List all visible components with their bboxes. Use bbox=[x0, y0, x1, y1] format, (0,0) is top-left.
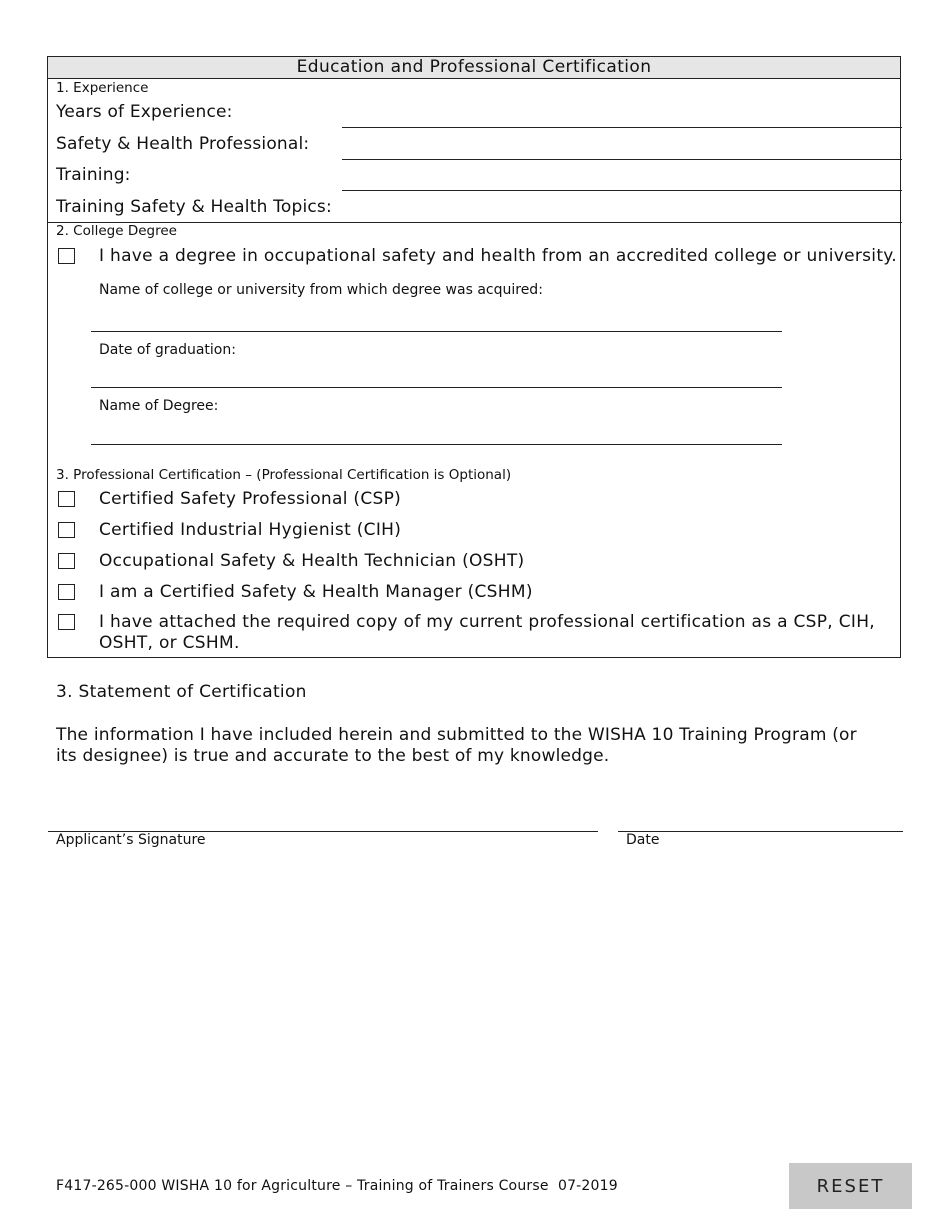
signature-label: Applicant’s Signature bbox=[56, 832, 206, 848]
csp-checkbox[interactable] bbox=[58, 491, 75, 507]
cshm-checkbox[interactable] bbox=[58, 584, 75, 600]
degree-checkbox[interactable] bbox=[58, 248, 75, 264]
college-name-label: Name of college or university from which degree was acquired: bbox=[99, 282, 543, 298]
graduation-date-underline bbox=[91, 387, 782, 388]
years-of-experience-input[interactable] bbox=[343, 103, 901, 127]
certification-header: 3. Professional Certification – (Professional Certification is Optional) bbox=[56, 467, 512, 483]
graduation-date-input[interactable] bbox=[92, 363, 782, 387]
years-of-experience-label: Years of Experience: bbox=[56, 102, 233, 122]
reset-button[interactable]: RESET bbox=[789, 1163, 912, 1209]
training-label: Training: bbox=[56, 165, 131, 185]
safety-health-professional-label: Safety & Health Professional: bbox=[56, 134, 310, 154]
education-certification-section bbox=[47, 56, 901, 658]
training-underline bbox=[342, 190, 902, 191]
degree-name-label: Name of Degree: bbox=[99, 398, 219, 414]
cshm-label: I am a Certified Safety & Health Manager (CSHM) bbox=[99, 582, 533, 602]
csp-label: Certified Safety Professional (CSP) bbox=[99, 489, 402, 509]
statement-text: The information I have included herein and submitted to the WISHA 10 Training Program (or its designee) is true and accurate to the best of my knowledge. bbox=[56, 725, 857, 766]
college-name-input[interactable] bbox=[92, 307, 782, 331]
training-topics-label: Training Safety & Health Topics: bbox=[56, 197, 332, 217]
safety-health-professional-underline bbox=[342, 159, 902, 160]
section-title: Education and Professional Certification bbox=[48, 57, 900, 79]
degree-name-input[interactable] bbox=[92, 420, 782, 444]
years-of-experience-underline bbox=[342, 127, 902, 128]
attached-copy-label: I have attached the required copy of my current professional certification as a CSP, CIH, OSHT, or CSHM. bbox=[99, 612, 875, 653]
safety-health-professional-input[interactable] bbox=[343, 134, 901, 159]
experience-header: 1. Experience bbox=[56, 80, 149, 96]
form-id-footer: F417-265-000 WISHA 10 for Agriculture – Training of Trainers Course 07-2019 bbox=[56, 1178, 618, 1194]
signature-input[interactable] bbox=[48, 806, 598, 830]
college-degree-header: 2. College Degree bbox=[56, 223, 177, 239]
osht-checkbox[interactable] bbox=[58, 553, 75, 569]
date-line bbox=[618, 831, 903, 832]
college-name-underline bbox=[91, 331, 782, 332]
graduation-date-label: Date of graduation: bbox=[99, 342, 236, 358]
date-input[interactable] bbox=[618, 806, 902, 830]
attached-copy-checkbox[interactable] bbox=[58, 614, 75, 630]
cih-checkbox[interactable] bbox=[58, 522, 75, 538]
training-topics-input[interactable] bbox=[343, 197, 901, 221]
osht-label: Occupational Safety & Health Technician (OSHT) bbox=[99, 551, 525, 571]
degree-name-underline bbox=[91, 444, 782, 445]
cih-label: Certified Industrial Hygienist (CIH) bbox=[99, 520, 402, 540]
training-input[interactable] bbox=[343, 165, 901, 190]
date-label: Date bbox=[626, 832, 660, 848]
statement-header: 3. Statement of Certification bbox=[56, 682, 307, 702]
degree-checkbox-label: I have a degree in occupational safety and health from an accredited college or university. bbox=[99, 246, 897, 266]
